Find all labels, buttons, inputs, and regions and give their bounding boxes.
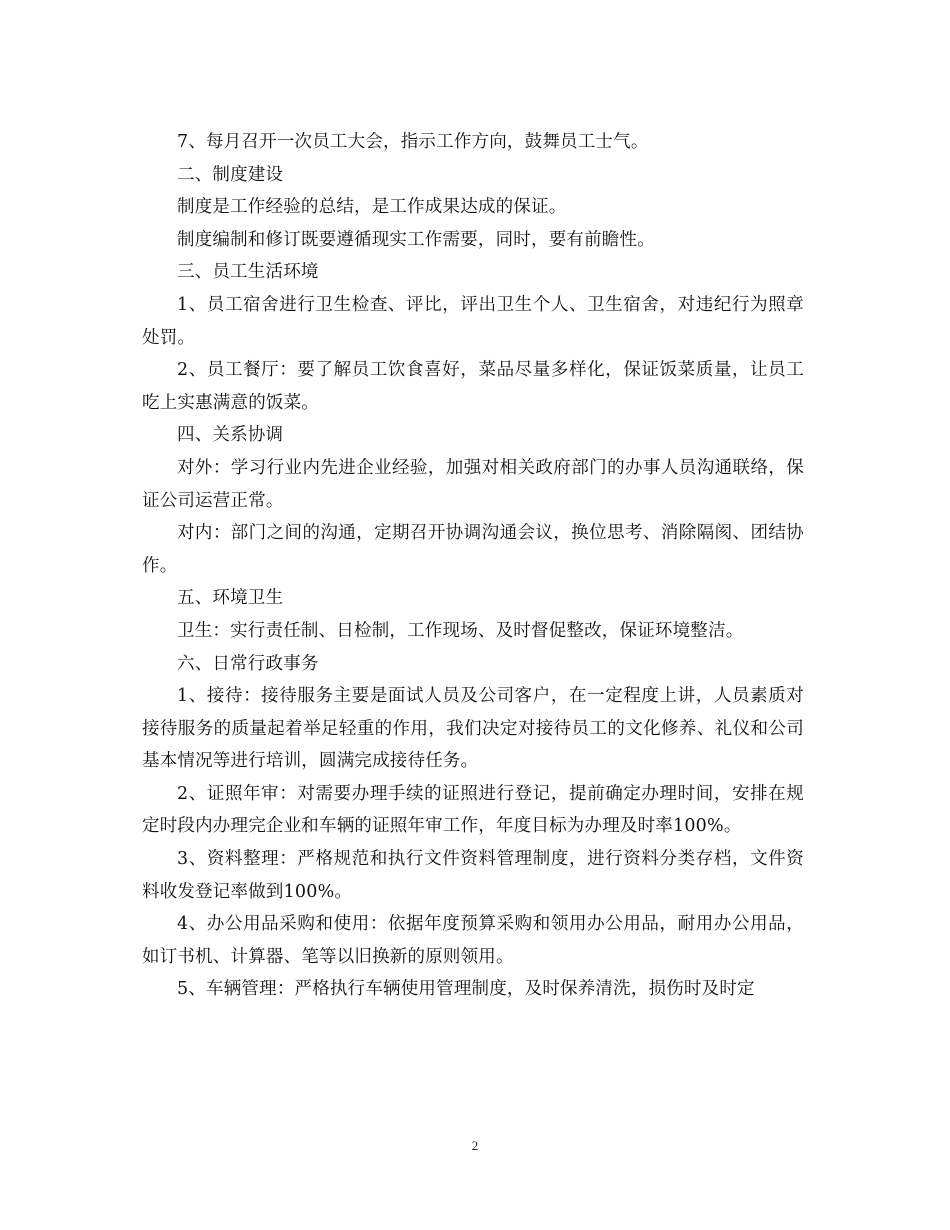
page-number: 2	[471, 1138, 479, 1153]
list-item: 1、员工宿舍进行卫生检查、评比，评出卫生个人、卫生宿舍，对违纪行为照章处罚。	[142, 294, 804, 348]
body-paragraph: 卫生：实行责任制、日检制，工作现场、及时督促整改，保证环境整洁。	[177, 620, 744, 641]
section-heading: 六、日常行政事务	[177, 653, 319, 674]
body-paragraph: 对外：学习行业内先进企业经验，加强对相关政府部门的办事人员沟通联络，保证公司运营正常。	[142, 457, 804, 511]
body-paragraph: 制度是工作经验的总结，是工作成果达成的保证。	[177, 197, 567, 218]
body-paragraph: 对内：部门之间的沟通，定期召开协调沟通会议，换位思考、消除隔阂、团结协作。	[142, 523, 804, 576]
list-item: 2、员工餐厅：要了解员工饮食喜好，菜品尽量多样化，保证饭菜质量，让员工吃上实惠满意的饭菜。	[142, 360, 804, 413]
list-item: 4、办公用品采购和使用：依据年度预算采购和领用办公用品，耐用办公用品，如订书机、计算器、笔等以旧换新的原则领用。	[142, 914, 804, 967]
section-heading: 五、环境卫生	[177, 588, 284, 609]
list-item: 2、证照年审：对需要办理手续的证照进行登记，提前确定办理时间，安排在规定时段内办理完企业和车辆的证照年审工作，年度目标为办理及时率100%。	[142, 783, 804, 837]
document-body	[142, 126, 804, 1006]
body-paragraph: 制度编制和修订既要遵循现实工作需要，同时，要有前瞻性。	[177, 229, 655, 250]
list-item: 1、接待：接待服务主要是面试人员及公司客户，在一定程度上讲，人员素质对接待服务的质量起着举足轻重的作用，我们决定对接待员工的文化修养、礼仪和公司基本情况等进行培训，圆满完成接待任务。	[142, 686, 804, 772]
list-item: 5、车辆管理：严格执行车辆使用管理制度，及时保养清洗，损伤时及时定	[177, 979, 755, 1000]
list-item: 3、资料整理：严格规范和执行文件资料管理制度，进行资料分类存档，文件资料收发登记率做到100%。	[142, 849, 804, 902]
section-heading: 四、关系协调	[177, 425, 284, 446]
list-item: 7、每月召开一次员工大会，指示工作方向，鼓舞员工士气。	[177, 132, 649, 152]
section-heading: 二、制度建设	[177, 164, 284, 185]
section-heading: 三、员工生活环境	[177, 262, 319, 283]
